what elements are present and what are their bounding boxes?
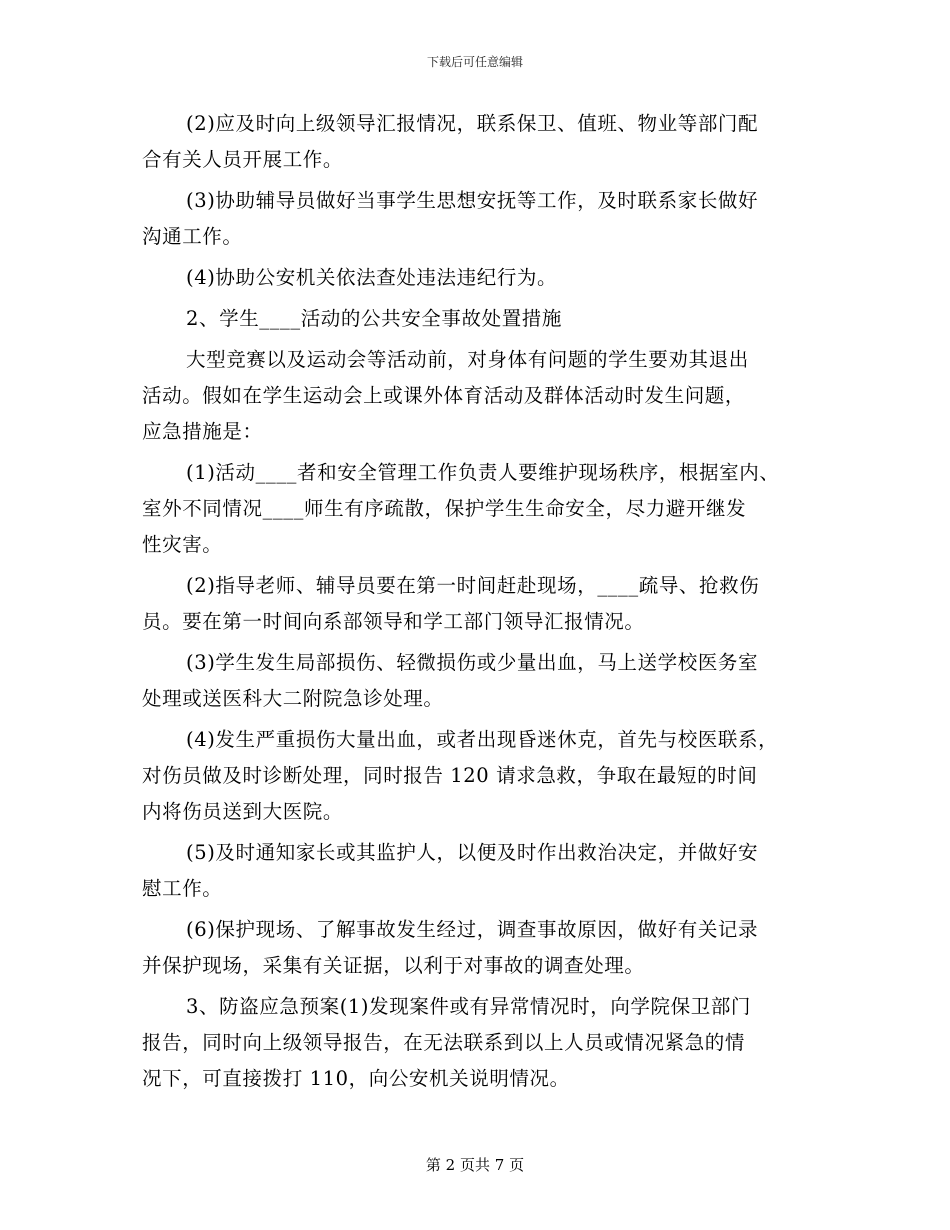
- document-body: [142, 106, 822, 1097]
- paragraph-line: 大型竞赛以及运动会等活动前，对身体有问题的学生要劝其退出: [186, 348, 749, 371]
- paragraph-line: 况下，可直接拨打 110，向公安机关说明情况。: [142, 1067, 570, 1090]
- paragraph-line: 对伤员做及时诊断处理，同时报告 120 请求急救，争取在最短的时间: [142, 764, 758, 787]
- paragraph-line: (2)应及时向上级领导汇报情况，联系保卫、值班、物业等部门配: [186, 112, 759, 135]
- paragraph-line: 内将伤员送到大医院。: [142, 800, 344, 823]
- paragraph-line: 员。要在第一时间向系部领导和学工部门领导汇报情况。: [142, 610, 645, 633]
- paragraph-line: (2)指导老师、辅导员要在第一时间赶赴现场，____疏导、抢救伤: [186, 574, 760, 597]
- page-header: 下载后可任意编辑: [426, 55, 523, 69]
- paragraph-line: (3)学生发生局部损伤、轻微损伤或少量出血，马上送学校医务室: [186, 651, 759, 674]
- paragraph-line: (6)保护现场、了解事故发生经过，调查事故原因，做好有关记录: [186, 918, 759, 941]
- paragraph-line: (4)协助公安机关依法查处违法违纪行为。: [186, 266, 558, 289]
- section-heading: 3、防盗应急预案(1)发现案件或有异常情况时，向学院保卫部门: [186, 995, 752, 1018]
- paragraph-line: 合有关人员开展工作。: [142, 148, 344, 171]
- paragraph-line: 性灾害。: [142, 533, 223, 556]
- paragraph-line: 沟通工作。: [142, 225, 243, 248]
- paragraph-line: 并保护现场，采集有关证据，以利于对事故的调查处理。: [142, 954, 645, 977]
- paragraph-line: (1)活动____者和安全管理工作负责人要维护现场秩序，根据室内、: [186, 461, 780, 484]
- paragraph-line: (3)协助辅导员做好当事学生思想安抚等工作，及时联系家长做好: [186, 189, 759, 212]
- paragraph-line: 活动。假如在学生运动会上或课外体育活动及群体活动时发生问题，: [142, 384, 746, 407]
- paragraph-line: 应急措施是：: [142, 420, 263, 443]
- paragraph-line: 慰工作。: [142, 877, 223, 900]
- paragraph-line: 处理或送医科大二附院急诊处理。: [142, 687, 444, 710]
- paragraph-line: (5)及时通知家长或其监护人，以便及时作出救治决定，并做好安: [186, 841, 759, 864]
- paragraph-line: 报告，同时向上级领导报告，在无法联系到以上人员或情况紧急的情: [142, 1031, 746, 1054]
- section-heading: 2、学生____活动的公共安全事故处置措施: [186, 307, 563, 330]
- paragraph-line: (4)发生严重损伤大量出血，或者出现昏迷休克，首先与校医联系，: [186, 728, 779, 751]
- paragraph-line: 室外不同情况____师生有序疏散，保护学生生命安全，尽力避开继发: [142, 497, 747, 520]
- page-footer: 第 2 页共 7 页: [425, 1156, 525, 1174]
